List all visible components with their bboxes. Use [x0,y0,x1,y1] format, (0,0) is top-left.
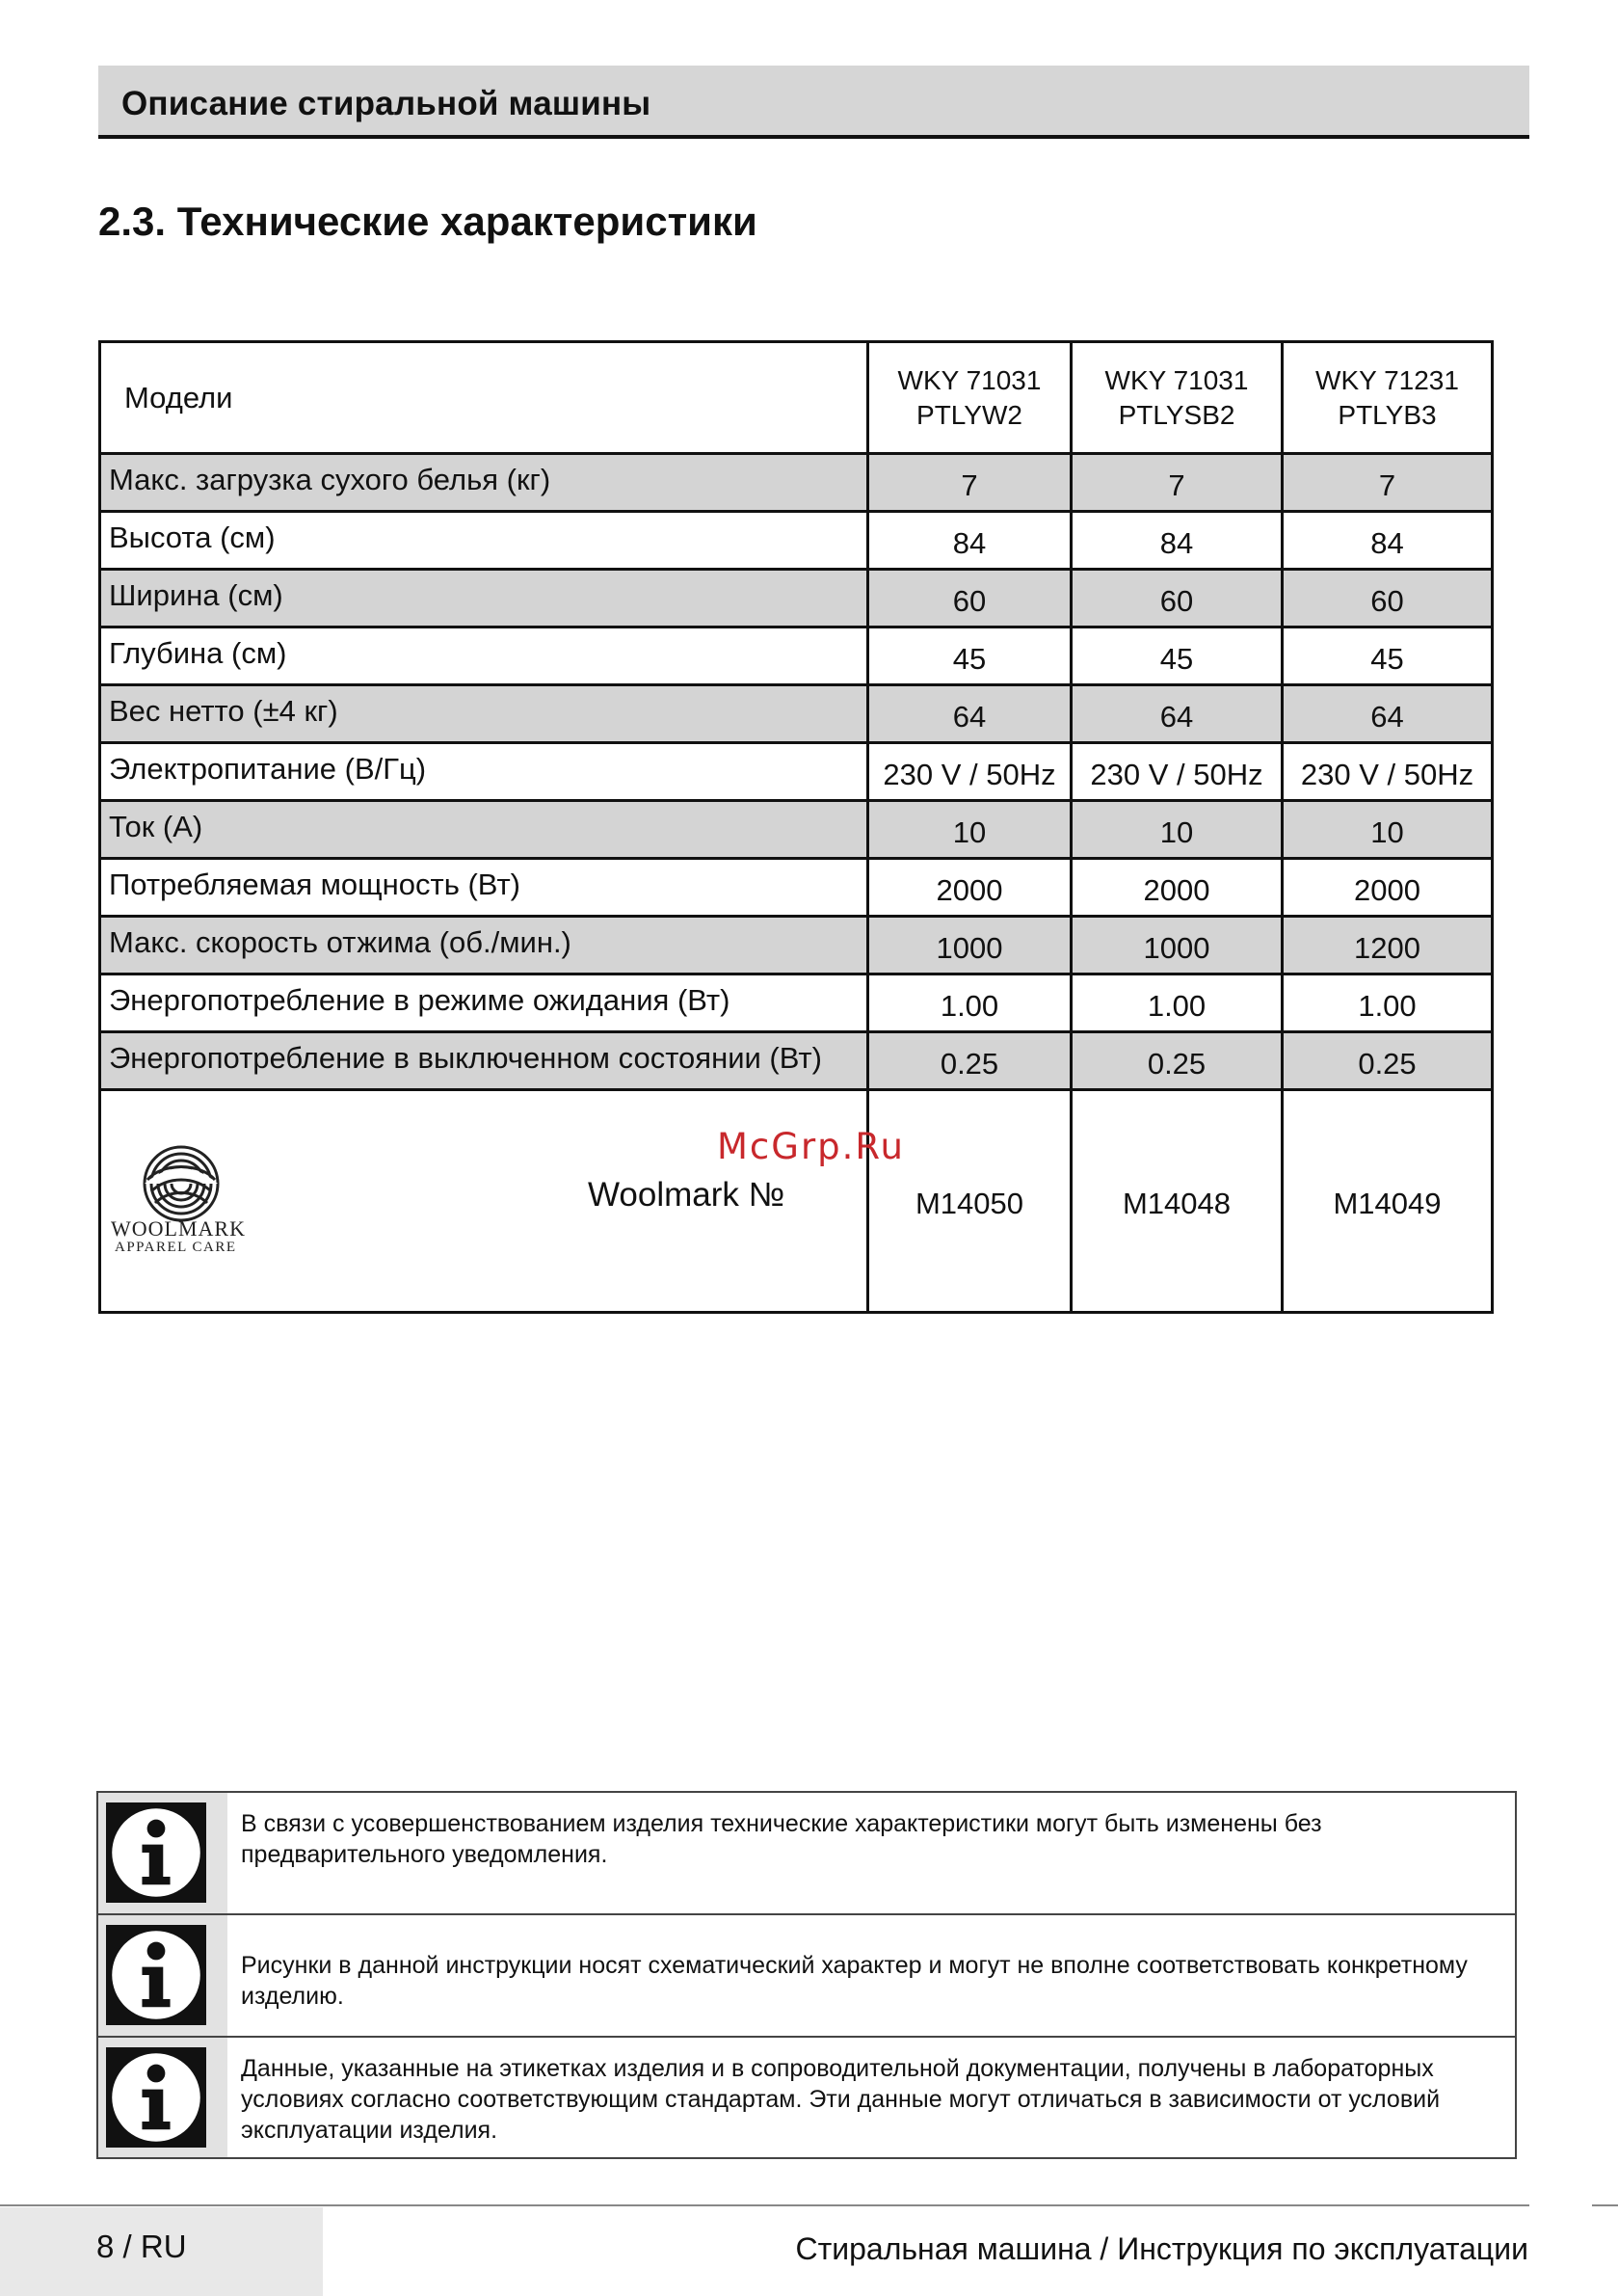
spec-label: Энергопотребление в режиме ожидания (Вт) [100,974,868,1032]
spec-value: 45 [1072,627,1283,685]
info-icon [106,1802,206,1903]
table-row [100,627,1493,685]
table-row [100,1032,1493,1090]
spec-label: Высота (см) [100,512,868,570]
page-header-title: Описание стиральной машины [121,85,651,122]
spec-value: 2000 [1283,859,1493,917]
spec-value: 0.25 [868,1032,1072,1090]
section-title: 2.3. Технические характеристики [98,199,757,244]
woolmark-subtitle: APPAREL CARE [115,1240,237,1255]
spec-value: 64 [1072,685,1283,743]
info-note-text: Рисунки в данной инструкции носят схематический характер и могут не вполне соответствовать конкретному изделию. [241,1952,1468,2010]
table-row [100,859,1493,917]
spec-value: 230 V / 50Hz [1283,743,1493,801]
spec-label: Ток (A) [100,801,868,859]
spec-value: 1.00 [1283,974,1493,1032]
models-label: Модели [100,342,868,454]
spec-label: Вес нетто (±4 кг) [100,685,868,743]
footer-tick [1592,2204,1618,2206]
spec-value: 64 [868,685,1072,743]
info-note [98,1793,1515,1915]
table-row [100,974,1493,1032]
model-header: WKY 71031 PTLYSB2 [1072,342,1283,454]
spec-value: 10 [868,801,1072,859]
page-header-band [98,66,1529,139]
spec-value: 60 [1283,570,1493,627]
footer-rule [0,2204,1529,2206]
spec-label: Макс. скорость отжима (об./мин.) [100,917,868,974]
spec-value: 1.00 [1072,974,1283,1032]
spec-value: 84 [1283,512,1493,570]
table-row [100,685,1493,743]
woolmark-number: M14050 [868,1090,1072,1313]
footer-title: Стиральная машина / Инструкция по эксплуатации [795,2231,1528,2266]
page-number: 8 / RU [96,2229,187,2264]
spec-value: 84 [868,512,1072,570]
woolmark-label: Woolmark № [588,1176,785,1214]
table-row [100,570,1493,627]
info-note-text: В связи с усовершенствованием изделия технические характеристики могут быть изменены без предварительного уведомления. [241,1810,1322,1868]
spec-value: 10 [1283,801,1493,859]
model-header: WKY 71031 PTLYW2 [868,342,1072,454]
spec-value: 7 [1072,454,1283,512]
model-header: WKY 71231 PTLYB3 [1283,342,1493,454]
spec-value: 1.00 [868,974,1072,1032]
spec-label: Энергопотребление в выключенном состоянии (Вт) [100,1032,868,1090]
models-row [100,342,1493,454]
spec-value: 84 [1072,512,1283,570]
spec-label: Электропитание (В/Гц) [100,743,868,801]
spec-value: 1000 [868,917,1072,974]
spec-value: 45 [1283,627,1493,685]
spec-value: 1200 [1283,917,1493,974]
spec-label: Макс. загрузка сухого белья (кг) [100,454,868,512]
info-note-text: Данные, указанные на этикетках изделия и в сопроводительной документации, получены в лабораторных условиях согласно соответствующим стандартам. Эти данные могут отличаться в зависимости от условий эксплуатации изделия. [241,2055,1441,2144]
table-row [100,512,1493,570]
woolmark-number: M14048 [1072,1090,1283,1313]
spec-value: 230 V / 50Hz [1072,743,1283,801]
spec-value: 7 [868,454,1072,512]
woolmark-row [100,1090,1493,1313]
woolmark-brand: WOOLMARK [111,1216,246,1241]
info-note [98,2038,1515,2157]
spec-value: 230 V / 50Hz [868,743,1072,801]
spec-value: 45 [868,627,1072,685]
info-icon [106,1925,206,2025]
info-icon [106,2047,206,2148]
spec-label: Потребляемая мощность (Вт) [100,859,868,917]
woolmark-number: M14049 [1283,1090,1493,1313]
spec-value: 7 [1283,454,1493,512]
spec-value: 10 [1072,801,1283,859]
specifications-table [98,340,1494,1314]
info-note [98,1915,1515,2038]
table-row [100,454,1493,512]
spec-label: Глубина (см) [100,627,868,685]
spec-value: 0.25 [1283,1032,1493,1090]
spec-value: 64 [1283,685,1493,743]
table-row [100,917,1493,974]
table-row [100,801,1493,859]
watermark: McGrp.Ru [717,1126,905,1167]
spec-value: 0.25 [1072,1032,1283,1090]
spec-label: Ширина (см) [100,570,868,627]
table-row [100,743,1493,801]
spec-value: 60 [1072,570,1283,627]
spec-value: 1000 [1072,917,1283,974]
woolmark-cell [100,1090,868,1313]
spec-value: 60 [868,570,1072,627]
info-notes [96,1791,1517,2159]
spec-value: 2000 [1072,859,1283,917]
spec-value: 2000 [868,859,1072,917]
